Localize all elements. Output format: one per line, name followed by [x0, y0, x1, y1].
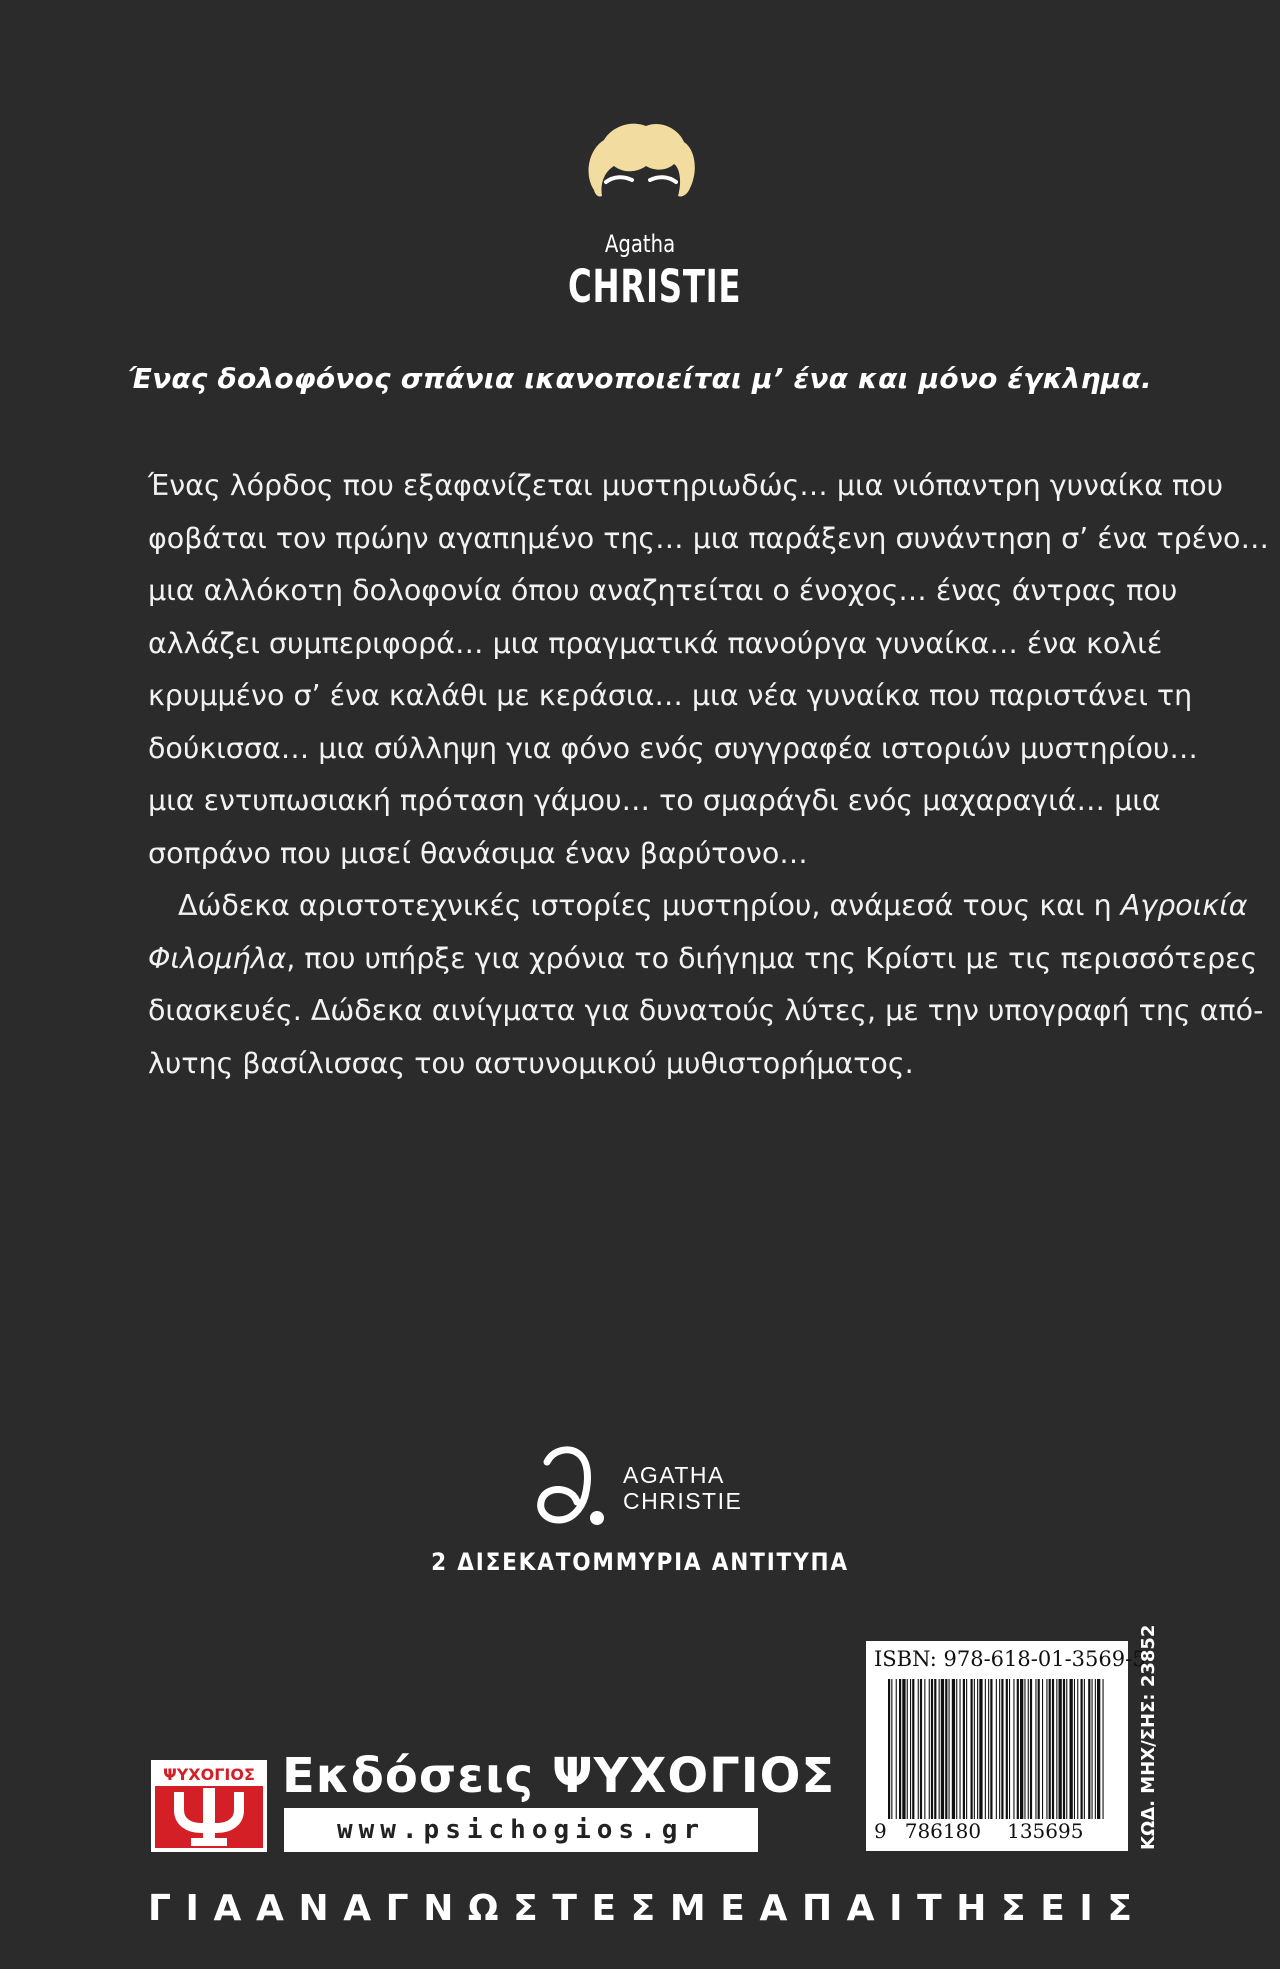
agatha-christie-a-monogram-icon: [535, 1440, 615, 1530]
barcode-bar: [896, 1679, 897, 1819]
blurb-line: μια αλλόκοτη δολοφονία όπου αναζητείται ο ένοχος… ένας άντρας που: [148, 574, 1178, 607]
barcode-bar: [1049, 1679, 1051, 1819]
barcode-bar: [1070, 1679, 1073, 1819]
isbn-text: ISBN: 978-618-01-3569-5: [874, 1647, 1146, 1671]
agatha-christie-portrait-icon: [580, 120, 700, 230]
blurb-line: [148, 880, 1248, 933]
barcode-bar: [1081, 1679, 1083, 1819]
series-christie-text: CHRISTIE: [623, 1488, 743, 1514]
barcode-bar: [899, 1679, 901, 1819]
barcode-bar: [907, 1679, 908, 1819]
copies-sold-text: 2 ΔΙΣΕΚΑΤΟΜΜΥΡΙΑ ΑΝΤΙΤΥΠΑ: [431, 1548, 849, 1576]
barcode-bar: [977, 1679, 978, 1819]
barcode-icon: [888, 1679, 1108, 1819]
barcode-bar: [939, 1679, 940, 1819]
barcode-digits: [874, 1819, 1124, 1843]
blurb-line: φοβάται τον πρώην αγαπημένο της… μια παράξενη συνάντηση σ’ ένα τρένο…: [148, 521, 1269, 555]
blurb-line: διασκευές. Δώδεκα αινίγματα για δυνατούς λύτες, με την υπογραφή της από-: [148, 994, 1264, 1027]
agatha-christie-logo: [540, 120, 740, 320]
barcode-bar: [949, 1679, 950, 1819]
barcode-bar: [971, 1679, 973, 1819]
publisher-logo-red-panel: [155, 1764, 263, 1848]
barcode-bar: [1001, 1679, 1003, 1819]
blurb-line: δούκισσα… μια σύλληψη για φόνο ενός συγγραφέα ιστοριών μυστηρίου…: [148, 731, 1198, 765]
psi-letter-icon: [155, 1786, 263, 1848]
story-title: Φιλομήλα: [148, 941, 287, 975]
barcode-bar: [990, 1679, 992, 1819]
barcode-bar: [985, 1679, 986, 1819]
barcode-bar: [902, 1679, 905, 1819]
barcode-bar: [1006, 1679, 1008, 1819]
barcode-bar: [1028, 1679, 1029, 1819]
blurb-line: μια εντυπωσιακή πρόταση γάμου… το σμαράγδι ενός μαχαραγιά… μια: [148, 784, 1161, 817]
blurb-text: , που υπήρξε για χρόνια το διήγημα της Κρίστι με τις περισσότερες: [286, 941, 1258, 975]
barcode-bar: [920, 1679, 922, 1819]
barcode-bar: [1009, 1679, 1010, 1819]
barcode-bar: [929, 1679, 930, 1819]
barcode-bar: [891, 1679, 892, 1819]
blurb-line: σοπράνο που μισεί θανάσιμα έναν βαρύτονο…: [148, 836, 808, 870]
barcode-bar: [910, 1679, 911, 1819]
barcode-bar: [941, 1679, 944, 1819]
barcode-bar: [1095, 1679, 1096, 1819]
series-agatha-text: AGATHA: [623, 1462, 725, 1488]
barcode-bar: [918, 1679, 919, 1819]
barcode-bar: [956, 1679, 957, 1819]
barcode-bar: [1097, 1679, 1100, 1819]
barcode-bar: [945, 1679, 947, 1819]
barcode-bar: [1084, 1679, 1085, 1819]
barcode-bar: [1077, 1679, 1078, 1819]
barcode-bar: [1066, 1679, 1067, 1819]
barcode-bar: [960, 1679, 961, 1819]
blurb-paragraph-1: [148, 460, 1269, 880]
barcode-bar: [996, 1679, 997, 1819]
barcode-bar: [1092, 1679, 1093, 1819]
barcode-bar: [1042, 1679, 1043, 1819]
barcode-bar: [952, 1679, 955, 1819]
barcode-bar: [1013, 1679, 1014, 1819]
logo-christie-text: CHRISTIE: [568, 260, 742, 313]
barcode-bar: [1052, 1679, 1054, 1819]
barcode-bar: [988, 1679, 989, 1819]
slogan: Γ Ι Α Α Ν Α Γ Ν Ω Σ Τ Ε Σ Μ Ε Α Π Α Ι Τ Η Σ Ε Ι Σ: [148, 1888, 1132, 1929]
barcode-bar: [1046, 1679, 1047, 1819]
publisher-url-box: [284, 1808, 758, 1852]
logo-agatha-text: Agatha: [604, 230, 676, 258]
barcode-bar: [979, 1679, 982, 1819]
barcode-bar: [1074, 1679, 1075, 1819]
barcode-lead-digit: 9: [874, 1819, 887, 1843]
isbn-barcode-panel: [866, 1641, 1146, 1851]
barcode-bar: [1038, 1679, 1040, 1819]
publisher-url: www.psichogios.gr: [336, 1815, 706, 1845]
barcode-right-digits: 135695: [1007, 1819, 1084, 1843]
barcode-bar: [912, 1679, 914, 1819]
barcode-bar: [1035, 1679, 1036, 1819]
barcode-bar: [999, 1679, 1000, 1819]
barcode-bar: [966, 1679, 967, 1819]
barcode-left-digits: 786180: [904, 1819, 982, 1843]
barcode-bar: [1088, 1679, 1090, 1819]
barcode-bar: [931, 1679, 933, 1819]
tagline: Ένας δολοφόνος σπάνια ικανοποιείται μ’ ένα και μόνο έγκλημα.: [128, 362, 1152, 395]
barcode-bar: [974, 1679, 975, 1819]
barcode-bar: [1059, 1679, 1062, 1819]
blurb-line: αλλάζει συμπεριφορά… μια πραγματικά πανούργα γυναίκα… ένα κολιέ: [148, 626, 1163, 660]
blurb-line: λυτης βασίλισσας του αστυνομικού μυθιστορήματος.: [148, 1046, 914, 1080]
blurb-line: Ένας λόρδος που εξαφανίζεται μυστηριωδώς… μια νιόπαντρη γυναίκα που: [148, 469, 1224, 502]
barcode-bar: [1030, 1679, 1032, 1819]
barcode-bar: [934, 1679, 936, 1819]
publisher-logo-text: ΨΥΧΟΓΙΟΣ: [155, 1764, 263, 1786]
barcode-bar: [1063, 1679, 1065, 1819]
barcode-bar: [888, 1679, 890, 1819]
barcode-bar: [1017, 1679, 1019, 1819]
blurb-text: Δώδεκα αριστοτεχνικές ιστορίες μυστηρίου, ανάμεσά τους και η: [178, 889, 1121, 922]
story-title: Αγροικία: [1120, 889, 1248, 922]
barcode-bar: [1103, 1679, 1104, 1819]
barcode-bar: [924, 1679, 925, 1819]
product-code: [1134, 1624, 1164, 1850]
barcode-bar: [1020, 1679, 1023, 1819]
blurb: [148, 460, 1269, 1090]
blurb-paragraph-2: [148, 880, 1264, 1090]
series-logo: [535, 1440, 795, 1540]
barcode-bar: [1056, 1679, 1057, 1819]
barcode-bar: [963, 1679, 965, 1819]
blurb-line: κρυμμένο σ’ ένα καλάθι με κεράσια… μια νέα γυναίκα που παριστάνει τη: [148, 679, 1193, 712]
product-code-text: ΚΩΔ. ΜΗΧ/ΣΗΣ: 23852: [1138, 1624, 1159, 1850]
publisher-name: Εκδόσεις ΨΥΧΟΓΙΟΣ: [282, 1748, 836, 1804]
barcode-bar: [1024, 1679, 1025, 1819]
publisher-logo: [151, 1760, 267, 1852]
blurb-line: [148, 933, 1258, 986]
